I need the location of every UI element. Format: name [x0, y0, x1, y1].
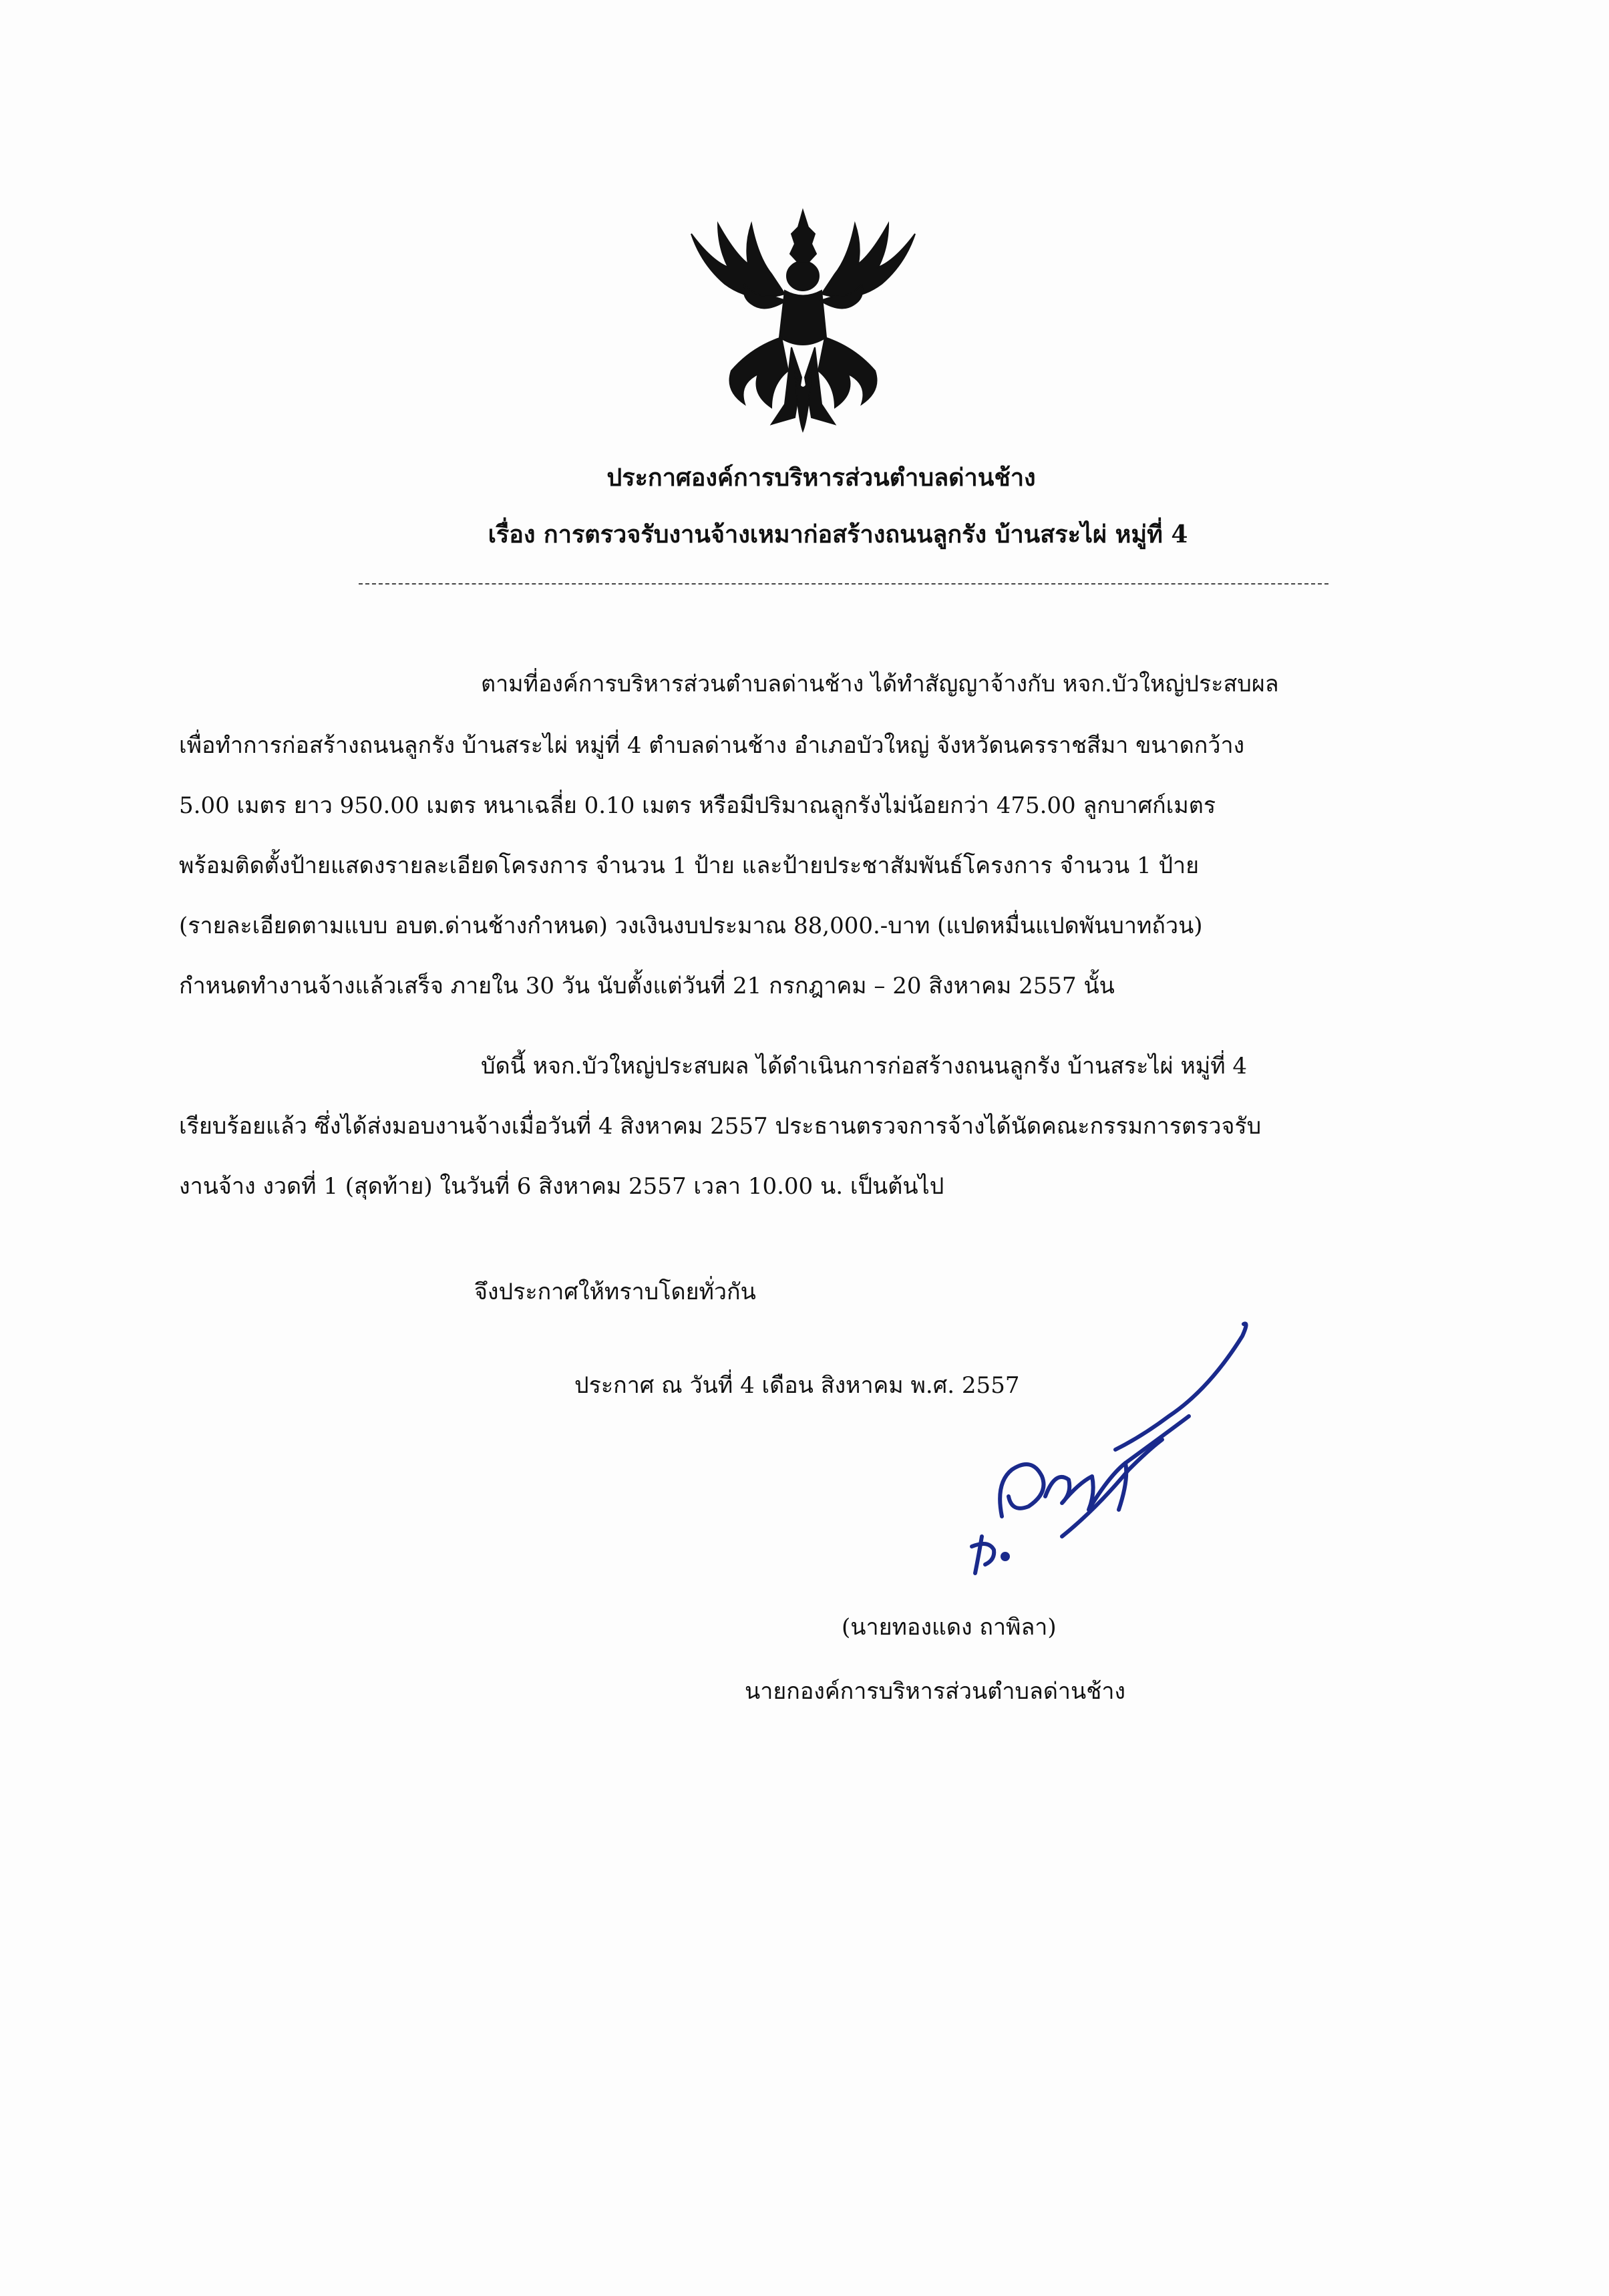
paragraph2-line: งานจ้าง งวดที่ 1 (สุดท้าย) ในวันที่ 6 สิงหาคม 2557 เวลา 10.00 น. เป็นต้นไป — [179, 1173, 944, 1200]
paragraph1-line: กำหนดทำงานจ้างแล้วเสร็จ ภายใน 30 วัน นับตั้งแต่วันที่ 21 กรกฎาคม – 20 สิงหาคม 2557 นั้น — [179, 973, 1115, 999]
announcement-date: ประกาศ ณ วันที่ 4 เดือน สิงหาคม พ.ศ. 2557 — [574, 1372, 1020, 1399]
document-subject: เรื่อง การตรวจรับงานจ้างเหมาก่อสร้างถนนลูกรัง บ้านสระไผ่ หมู่ที่ 4 — [488, 520, 1188, 548]
garuda-emblem-icon — [671, 204, 935, 434]
separator-line — [359, 583, 1328, 585]
paragraph1-line: เพื่อทำการก่อสร้างถนนลูกรัง บ้านสระไผ่ หมู่ที่ 4 ตำบลด่านช้าง อำเภอบัวใหญ่ จังหวัดนครราชสีมา ขนาดกว้าง — [179, 732, 1245, 759]
handwritten-signature — [895, 1316, 1256, 1597]
paragraph1-line: พร้อมติดตั้งป้ายแสดงรายละเอียดโครงการ จำนวน 1 ป้าย และป้ายประชาสัมพันธ์โครงการ จำนวน 1 ป้าย — [179, 852, 1200, 879]
signer-name: (นายทองแดง ถาพิลา) — [842, 1614, 1057, 1641]
paragraph2-line: บัดนี้ หจก.บัวใหญ่ประสบผล ได้ดำเนินการก่อสร้างถนนลูกรัง บ้านสระไผ่ หมู่ที่ 4 — [481, 1053, 1248, 1080]
paragraph1-line: ตามที่องค์การบริหารส่วนตำบลด่านช้าง ได้ทำสัญญาจ้างกับ หจก.บัวใหญ่ประสบผล — [481, 671, 1279, 697]
paragraph1-line: (รายละเอียดตามแบบ อบต.ด่านช้างกำหนด) วงเงินงบประมาณ 88,000.-บาท (แปดหมื่นแปดพันบาทถ้วน) — [179, 913, 1203, 939]
document-title: ประกาศองค์การบริหารส่วนตำบลด่านช้าง — [606, 464, 1036, 492]
paragraph2-line: เรียบร้อยแล้ว ซึ่งได้ส่งมอบงานจ้างเมื่อวันที่ 4 สิงหาคม 2557 ประธานตรวจการจ้างได้นัดคณะกรรมการตรวจรับ — [179, 1113, 1262, 1140]
paragraph1-line: 5.00 เมตร ยาว 950.00 เมตร หนาเฉลี่ย 0.10 เมตร หรือมีปริมาณลูกรังไม่น้อยกว่า 475.00 ลูกบาศก์เมตร — [179, 792, 1216, 819]
closing-statement: จึงประกาศให้ทราบโดยทั่วกัน — [474, 1279, 756, 1305]
signer-title: นายกองค์การบริหารส่วนตำบลด่านช้าง — [745, 1678, 1126, 1705]
